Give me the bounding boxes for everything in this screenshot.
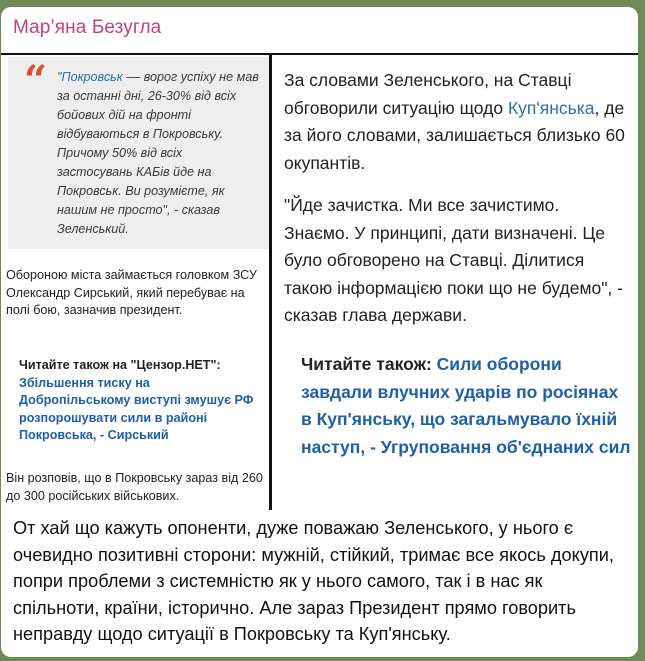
kupiansk-link[interactable]: Куп'янська	[507, 97, 595, 118]
left-read-also	[19, 357, 264, 445]
message-card	[1, 7, 638, 657]
quote-block	[8, 57, 269, 249]
right-read-also-link[interactable]: Сили оборони завдали влучних ударів по росіянах в Куп'янську, що загальмувало їхній наступ, - Угруповання об'єднаних сил	[301, 354, 631, 457]
right-screenshot	[270, 55, 638, 510]
right-paragraph-1-start: За словами Зеленського, на Ставці обговорили ситуацію щодо	[284, 70, 572, 118]
right-read-also	[301, 351, 631, 461]
left-read-also-label: Читайте також на "Цензор.НЕТ":	[19, 358, 221, 372]
right-read-also-label: Читайте також:	[301, 354, 437, 374]
left-paragraph-2: Він розповів, що в Покровську зараз від 260 до 300 російських військових.	[6, 471, 263, 503]
quote-text	[57, 68, 260, 239]
comment-text: От хай що кажуть опоненти, дуже поважаю Зеленського, у нього є очевидно позитивні сторони: мужній, стійкий, тримає все якось докупи, попри проблеми з системністю як у нього самого, так і в нас як спільноти, країни, історично. Але зараз Президент прямо говорить неправду щодо ситуації в Покровську та Куп'янську.	[13, 518, 614, 644]
right-paragraph-1-end: , де за його словами, залишається близько 60 окупантів.	[284, 97, 625, 173]
author-name[interactable]: Мар’яна Безугла	[13, 17, 162, 38]
left-read-also-link[interactable]: Збільшення тиску на Добропільському виступі змушує РФ розпорошувати сили в районі Покровська, - Сирський	[19, 375, 254, 442]
quote-body: –– ворог успіху не мав за останні дні, 26-30% від всіх бойових дій на фронті відбуваються в Покровську. Причому 50% від всіх застосувань КАБів йде на Покровськ. Ви розумієте, як нашим не просто", - сказав Зеленський.	[57, 70, 259, 236]
quote-mark-icon: “	[24, 57, 48, 104]
quote-link[interactable]: "Покровськ	[57, 70, 123, 84]
left-screenshot	[1, 55, 269, 510]
left-paragraph-1: Обороною міста займається головком ЗСУ Олександр Сирський, який перебуває на полі бою, зазначив президент.	[6, 268, 257, 317]
right-paragraph-1	[284, 67, 629, 177]
right-paragraph-2: "Йде зачистка. Ми все зачистимо. Знаємо. У принципі, дати визначені. Це було обговорено на Ставці. Ділитися такою інформацією поки що не будемо", - сказав глава держави.	[284, 195, 623, 325]
